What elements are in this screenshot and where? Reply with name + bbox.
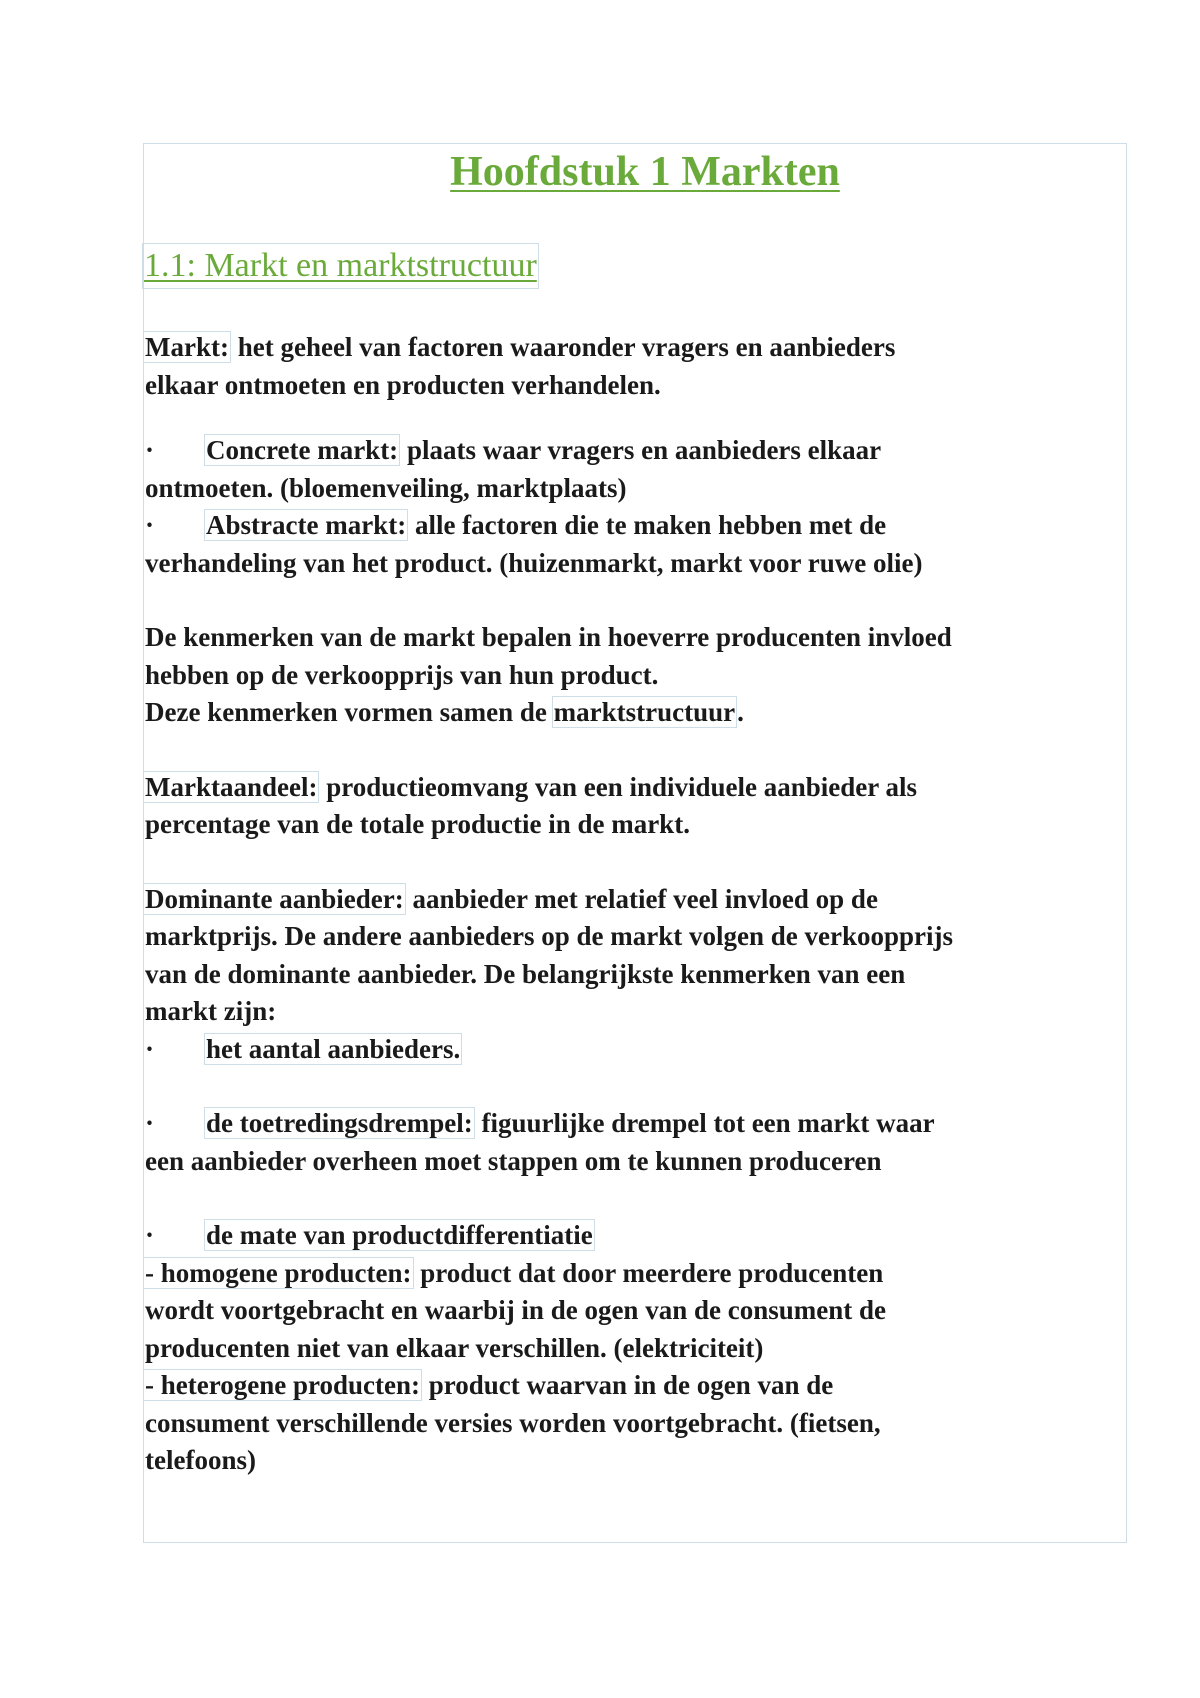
bullet-icon: · [145,435,155,465]
bullet-productdifferentiatie [145,1217,1075,1255]
bullet-icon: · [145,1220,155,1250]
bullet-abstracte-markt: · Abstracte markt: alle factoren die te maken hebben met de verhandeling van het product. (huizenmarkt, markt voor ruwe olie) [145,507,1075,582]
bullet-icon: · [145,510,155,540]
term-dominante-aanbieder: Dominante aanbieder: [145,883,404,914]
bullet-concrete-markt: · Concrete markt: plaats waar vragers en aanbieders elkaar ontmoeten. (bloemenveiling, marktplaats) [145,432,1075,507]
term-concrete-markt: Concrete markt: [206,435,399,465]
term-toetredingsdrempel: de toetredingsdrempel: [206,1108,473,1138]
paragraph-kenmerken: De kenmerken van de markt bepalen in hoeverre producenten invloed hebben op de verkoopprijs van hun product. Deze kenmerken vormen samen de marktstructuur. [145,622,952,727]
section-heading: 1.1: Markt en marktstructuur [142,243,539,289]
paragraph-marktaandeel: Marktaandeel: productieomvang van een individuele aanbieder als percentage van de totale productie in de markt. [145,771,918,839]
paragraph-heterogene-producten: - heterogene producten: product waarvan in de ogen van de consument verschillende versies worden voortgebracht. (fietsen, telefoons) [145,1370,881,1475]
term-marktaandeel: Marktaandeel: [145,771,318,802]
term-markt: Markt: [145,332,229,362]
bullet-aantal-aanbieders [145,1031,1075,1069]
document-body [145,146,1075,1480]
paragraph-dominante-aanbieder: Dominante aanbieder: aanbieder met relatief veel invloed op de marktprijs. De andere aanbieders op de markt volgen de verkoopprijs van de dominante aanbieder. De belangrijkste kenmerken van een markt zijn: [145,883,953,1026]
paragraph-homogene-producten: - homogene producten: product dat door meerdere producenten wordt voortgebracht en waarbij in de ogen van de consument de producenten niet van elkaar verschillen. (elektriciteit) [145,1257,886,1363]
term-productdifferentiatie: de mate van productdifferentiatie [206,1220,593,1250]
term-homogene-producten: - homogene producten: [145,1257,412,1288]
bullet-toetredingsdrempel: · de toetredingsdrempel: figuurlijke drempel tot een markt waar een aanbieder overheen moet stappen om te kunnen produceren [145,1105,1075,1180]
paragraph-markt: Markt: het geheel van factoren waaronder vragers en aanbieders elkaar ontmoeten en producten verhandelen. [145,332,896,400]
term-heterogene-producten: - heterogene producten: [145,1370,420,1400]
term-aantal-aanbieders: het aantal aanbieders. [206,1033,461,1064]
term-abstracte-markt: Abstracte markt: [206,510,407,540]
bullet-icon: · [145,1108,155,1138]
page-title: Hoofdstuk 1 Markten [450,149,840,195]
term-marktstructuur: marktstructuur [553,697,736,727]
bullet-icon: · [145,1033,155,1064]
